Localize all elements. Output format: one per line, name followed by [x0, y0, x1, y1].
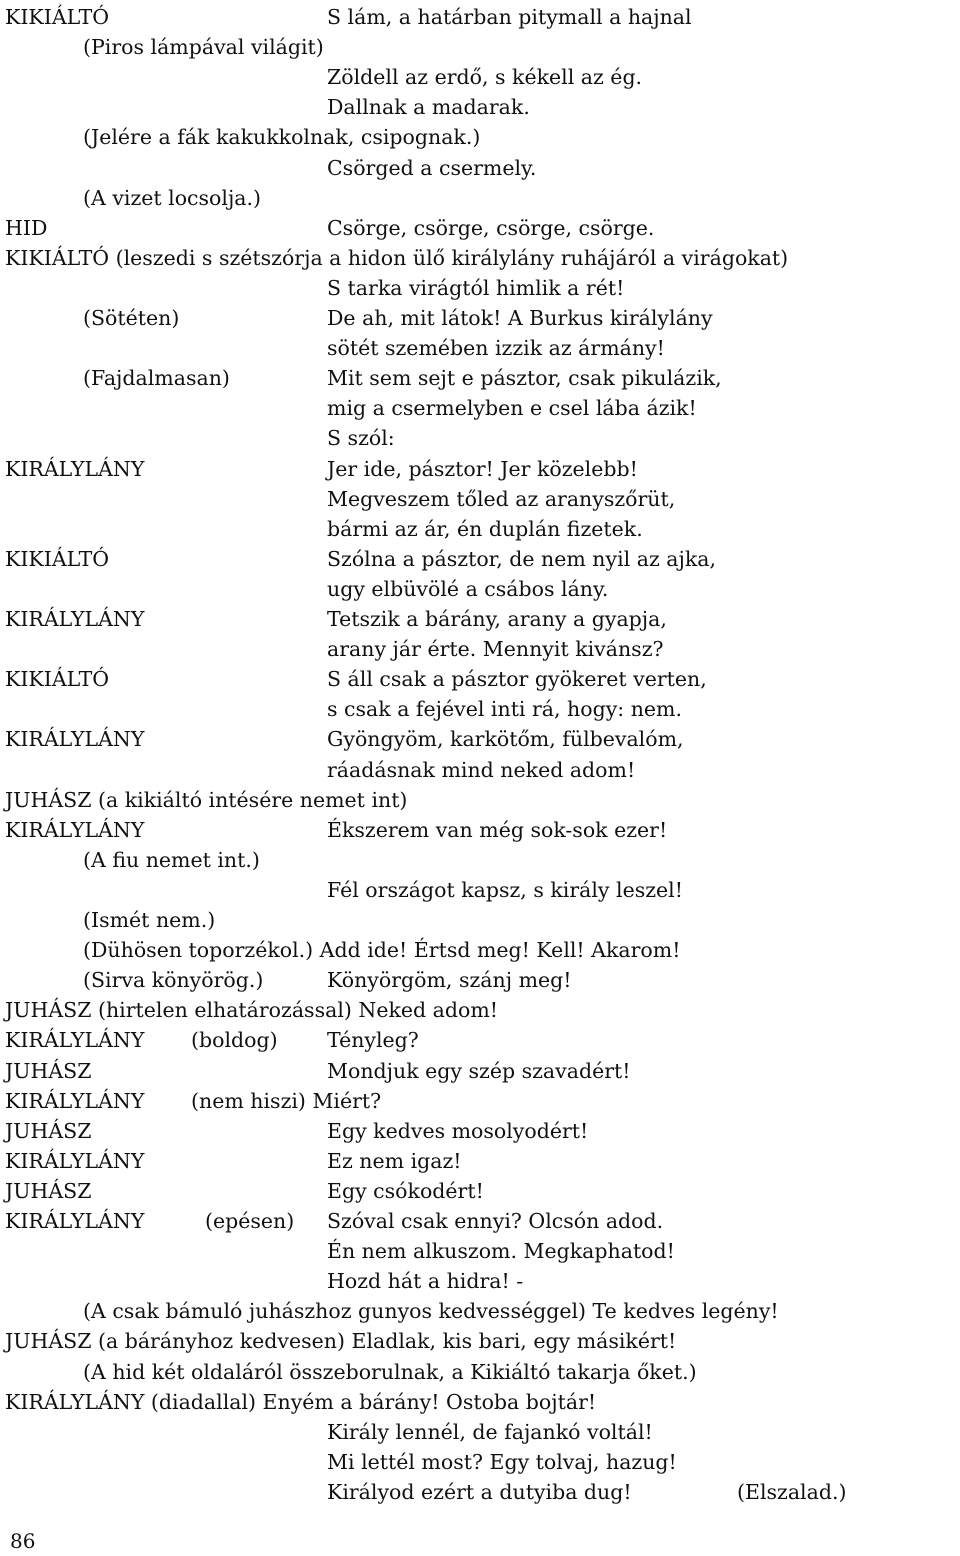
script-text-segment: ugy elbüvölé a csábos lány.	[327, 576, 609, 601]
script-line	[0, 393, 960, 423]
script-text-segment: s csak a fejével inti rá, hogy: nem.	[327, 697, 683, 722]
script-text-segment: (Fajdalmasan)	[83, 366, 230, 391]
script-text-segment: KIRÁLYLÁNY	[5, 1209, 145, 1233]
script-line	[0, 32, 960, 62]
script-line	[0, 755, 960, 785]
script-text-segment: KIRÁLYLÁNY	[5, 727, 145, 752]
script-line	[0, 664, 960, 694]
script-line	[0, 423, 960, 453]
script-line	[0, 1236, 960, 1266]
script-text-segment: S lám, a határban pitymall a hajnal	[327, 5, 692, 29]
script-text-segment: sötét szemében izzik az ármány!	[327, 336, 665, 361]
script-line	[0, 333, 960, 363]
script-text-segment: arany jár érte. Mennyit kivánsz?	[327, 637, 664, 662]
script-text-segment: Királyod ezért a dutyiba dug!	[327, 1479, 632, 1504]
script-line	[0, 1447, 960, 1477]
script-line	[0, 1326, 960, 1356]
script-line	[0, 544, 960, 574]
script-text-segment: Én nem alkuszom. Megkaphatod!	[327, 1239, 675, 1264]
script-line	[0, 303, 960, 333]
script-line	[0, 92, 960, 122]
script-text-segment: Ékszerem van még sok-sok ezer!	[327, 817, 668, 842]
script-line	[0, 183, 960, 213]
script-line	[0, 845, 960, 875]
script-text-segment: Mit sem sejt e pásztor, csak pikulázik,	[327, 366, 722, 391]
script-text-segment: KIRÁLYLÁNY	[5, 817, 145, 842]
script-text-segment: Hozd hát a hidra! -	[327, 1269, 524, 1294]
script-line	[0, 604, 960, 634]
script-text-segment: KIRÁLYLÁNY	[5, 1088, 145, 1113]
script-text-segment: Fél országot kapsz, s király leszel!	[327, 877, 683, 902]
script-text-segment: (Sirva könyörög.)	[83, 968, 264, 993]
script-text-segment: KIRÁLYLÁNY (diadallal) Enyém a bárány! Ostoba bojtár!	[5, 1389, 597, 1414]
script-text-segment: Király lennél, de fajankó voltál!	[327, 1419, 653, 1444]
script-line	[0, 484, 960, 514]
script-text-segment: JUHÁSZ (a kikiáltó intésére nemet int)	[5, 787, 408, 812]
script-text-segment: KIRÁLYLÁNY	[5, 456, 145, 481]
script-text-segment: bármi az ár, én duplán fizetek.	[327, 516, 643, 541]
script-text-segment: Tetszik a bárány, arany a gyapja,	[327, 607, 667, 631]
script-line	[0, 965, 960, 995]
script-text-segment: JUHÁSZ	[5, 1118, 92, 1143]
script-text-segment: Egy csókodért!	[327, 1178, 484, 1203]
script-line	[0, 724, 960, 754]
script-line	[0, 1296, 960, 1326]
script-line	[0, 574, 960, 604]
script-text-segment: (Ismét nem.)	[83, 908, 216, 932]
script-text-segment: Csörged a csermely.	[327, 155, 537, 180]
script-text-segment: De ah, mit látok! A Burkus királylány	[327, 306, 713, 330]
script-line	[0, 2, 960, 32]
script-text-segment: JUHÁSZ (hirtelen elhatározással) Neked adom!	[5, 998, 499, 1023]
script-line	[0, 935, 960, 965]
script-line	[0, 1056, 960, 1086]
script-line	[0, 514, 960, 544]
script-text-segment: KIKIÁLTÓ	[5, 5, 110, 29]
script-text-segment: KIKIÁLTÓ	[5, 667, 110, 692]
script-text-segment: Könyörgöm, szánj meg!	[327, 968, 572, 993]
script-text-segment: KIRÁLYLÁNY	[5, 1028, 145, 1053]
script-line	[0, 785, 960, 815]
script-text-segment: Szólna a pásztor, de nem nyil az ajka,	[327, 546, 716, 571]
script-line	[0, 153, 960, 183]
script-text-segment: JUHÁSZ	[5, 1058, 92, 1083]
script-text-segment: (Dühösen toporzékol.) Add ide! Értsd meg! Kell! Akarom!	[83, 938, 681, 963]
script-line	[0, 1116, 960, 1146]
script-text-segment: (Elszalad.)	[737, 1479, 847, 1504]
script-text-segment: HID	[5, 215, 48, 240]
script-text-segment: (A fiu nemet int.)	[83, 847, 260, 872]
script-text-segment: Gyöngyöm, karkötőm, fülbevalóm,	[327, 727, 684, 752]
script-line	[0, 1086, 960, 1116]
script-text-segment: (Sötéten)	[83, 306, 180, 330]
script-line	[0, 213, 960, 243]
script-line	[0, 1206, 960, 1236]
script-text-segment: Csörge, csörge, csörge, csörge.	[327, 215, 655, 240]
script-text-segment: Dallnak a madarak.	[327, 95, 530, 120]
script-line	[0, 1417, 960, 1447]
script-text-segment: KIKIÁLTÓ	[5, 546, 110, 571]
script-line	[0, 1025, 960, 1055]
script-line	[0, 243, 960, 273]
script-text-segment: Megveszem tőled az aranyszőrüt,	[327, 486, 676, 511]
script-text-segment: Jer ide, pásztor! Jer közelebb!	[327, 456, 638, 481]
script-line	[0, 1176, 960, 1206]
script-line	[0, 454, 960, 484]
script-text-segment: Zöldell az erdő, s kékell az ég.	[327, 65, 643, 90]
script-text-segment: Tényleg?	[327, 1028, 419, 1053]
script-text-segment: (boldog)	[191, 1028, 278, 1053]
script-line	[0, 62, 960, 92]
script-line	[0, 122, 960, 152]
script-text-segment: JUHÁSZ	[5, 1178, 92, 1203]
script-text-segment: Mi lettél most? Egy tolvaj, hazug!	[327, 1449, 677, 1474]
script-text-segment: S tarka virágtól himlik a rét!	[327, 275, 625, 300]
script-text-segment: Egy kedves mosolyodért!	[327, 1118, 589, 1143]
script-text-segment: KIRÁLYLÁNY	[5, 607, 145, 631]
script-text-segment: KIRÁLYLÁNY	[5, 1148, 145, 1173]
script-line	[0, 815, 960, 845]
script-line	[0, 875, 960, 905]
script-text-segment: JUHÁSZ (a bárányhoz kedvesen) Eladlak, kis bari, egy másikért!	[5, 1329, 677, 1354]
script-text-segment: S szól:	[327, 426, 395, 451]
script-line	[0, 634, 960, 664]
script-text-segment: (nem hiszi) Miért?	[191, 1088, 382, 1113]
script-text-segment: Mondjuk egy szép szavadért!	[327, 1058, 631, 1083]
script-text-segment: (Jelére a fák kakukkolnak, csipognak.)	[83, 125, 481, 150]
script-text-segment: (epésen)	[205, 1209, 295, 1233]
script-line	[0, 1357, 960, 1387]
page-number: 86	[10, 1529, 36, 1553]
script-text-segment: (A csak bámuló juhászhoz gunyos kedvességgel) Te kedves legény!	[83, 1299, 779, 1324]
script-text-segment: Ez nem igaz!	[327, 1148, 462, 1173]
script-line	[0, 273, 960, 303]
script-line	[0, 1266, 960, 1296]
script-text-segment: (Piros lámpával világit)	[83, 35, 324, 60]
script-text-segment: KIKIÁLTÓ (leszedi s szétszórja a hidon ülő királylány ruhájáról a virágokat)	[5, 245, 789, 270]
script-line	[0, 694, 960, 724]
script-text-segment: ráadásnak mind neked adom!	[327, 757, 636, 782]
script-line	[0, 905, 960, 935]
script-line	[0, 1146, 960, 1176]
script-line	[0, 1477, 960, 1507]
script-text-segment: Szóval csak ennyi? Olcsón adod.	[327, 1209, 664, 1233]
script-text-segment: mig a csermelyben e csel lába ázik!	[327, 396, 697, 421]
script-text-segment: S áll csak a pásztor gyökeret verten,	[327, 667, 707, 692]
script-text-segment: (A vizet locsolja.)	[83, 185, 262, 210]
script-line	[0, 995, 960, 1025]
script-line	[0, 363, 960, 393]
script-line	[0, 1387, 960, 1417]
script-text-segment: (A hid két oldaláról összeborulnak, a Kikiáltó takarja őket.)	[83, 1359, 697, 1384]
